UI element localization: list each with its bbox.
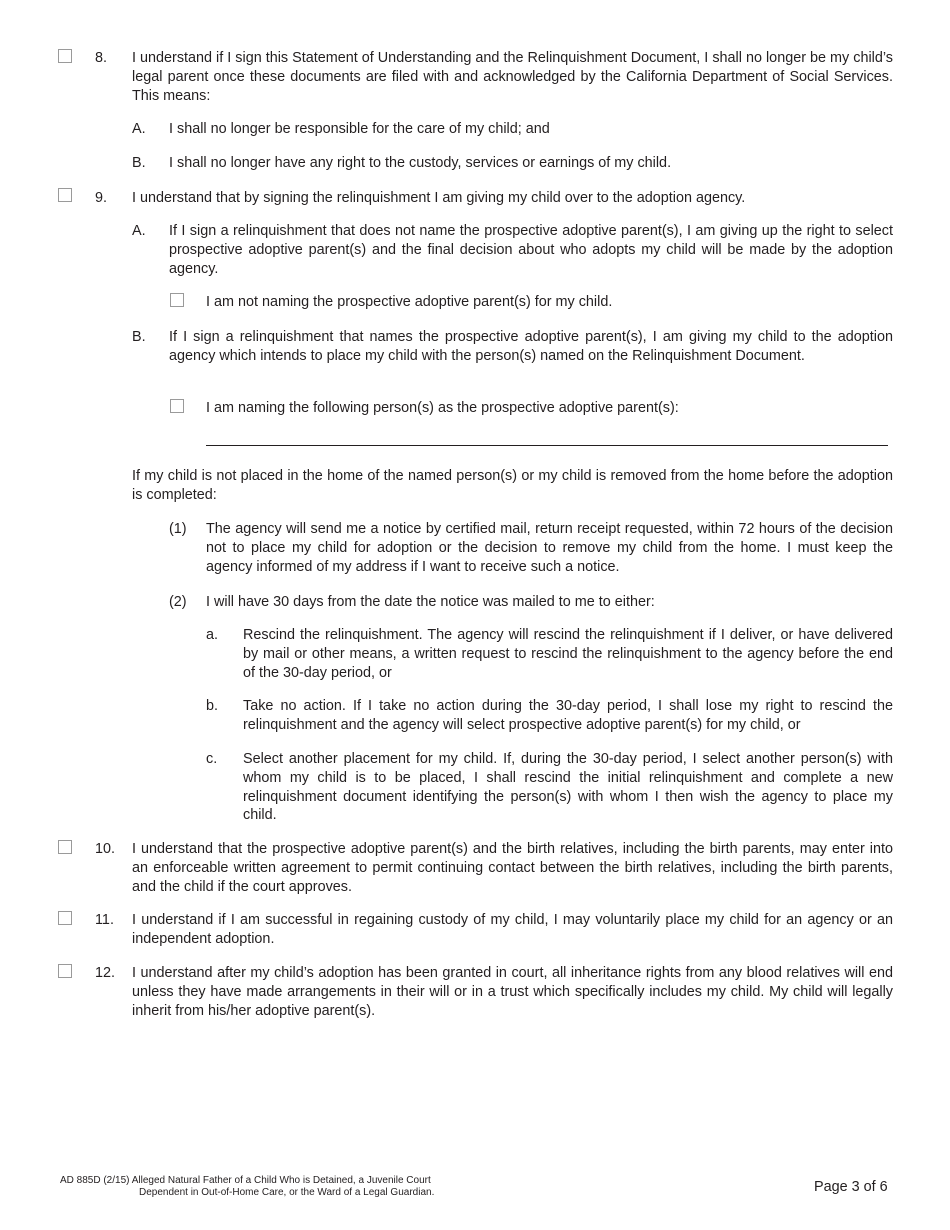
item-11-text: I understand if I am successful in regaining custody of my child, I may voluntarily place my child for an agency or an independent adoption. <box>132 912 893 947</box>
sub-2b-text: Take no action. If I take no action during the 30-day period, I shall lose my right to rescind the relinquishment and the agency will select prospective adoptive parent(s) for my child, or <box>243 698 893 733</box>
form-footer <box>60 1175 434 1199</box>
item-9a-text: If I sign a relinquishment that does not name the prospective adoptive parent(s), I am giving up the right to select prospective adoptive parent(s) and the final decision about who adopts my child will be made by the adoption agency. <box>169 223 893 277</box>
item-9b-label: B. <box>132 329 146 345</box>
item-8b-label: B. <box>132 155 146 171</box>
page-number: Page 3 of 6 <box>814 1179 888 1195</box>
item-12-number: 12. <box>95 965 116 981</box>
naming-parents-checkbox[interactable] <box>170 399 184 413</box>
sub-2a-text: Rescind the relinquishment. The agency will rescind the relinquishment if I deliver, or have delivered by mail or other means, a written request to rescind the relinquishment to the agency before the end of the 30-day period, or <box>243 627 893 681</box>
adoptive-parents-name-field[interactable] <box>206 445 888 446</box>
item-8-checkbox[interactable] <box>58 49 72 63</box>
item-9b-text: If I sign a relinquishment that names the prospective adoptive parent(s), I am giving my child to the adoption agency which intends to place my child with the person(s) named on the Relinquishment Document. <box>169 329 893 364</box>
sub-2-text: I will have 30 days from the date the notice was mailed to me to either: <box>206 594 655 610</box>
sub-2a-label: a. <box>206 627 219 643</box>
naming-parents-text: I am naming the following person(s) as the prospective adoptive parent(s): <box>206 400 679 416</box>
item-8-number: 8. <box>95 50 108 66</box>
item-9-checkbox[interactable] <box>58 188 72 202</box>
form-footer-line-1: AD 885D (2/15) Alleged Natural Father of a Child Who is Detained, a Juvenile Court <box>60 1175 431 1186</box>
form-footer-line-2: Dependent in Out-of-Home Care, or the Ward of a Legal Guardian. <box>139 1187 435 1198</box>
not-naming-parents-text: I am not naming the prospective adoptive parent(s) for my child. <box>206 294 613 310</box>
if-not-placed-text: If my child is not placed in the home of the named person(s) or my child is removed from the home before the adoption is completed: <box>132 468 893 503</box>
item-11-checkbox[interactable] <box>58 911 72 925</box>
item-9-text: I understand that by signing the relinquishment I am giving my child over to the adoption agency. <box>132 190 746 206</box>
not-naming-parents-checkbox[interactable] <box>170 293 184 307</box>
item-8-text: I understand if I sign this Statement of Understanding and the Relinquishment Document, I shall no longer be my child’s legal parent once these documents are filed with and acknowledged by the California Department of Social Services. This means: <box>132 50 893 104</box>
item-8a-label: A. <box>132 121 146 137</box>
item-10-text: I understand that the prospective adoptive parent(s) and the birth relatives, including the birth parents, may enter into an enforceable written agreement to permit continuing contact between the birth relatives, including the birth parents, and the child if the court approves. <box>132 841 893 895</box>
item-8a-text: I shall no longer be responsible for the care of my child; and <box>169 121 550 137</box>
item-12-text: I understand after my child’s adoption has been granted in court, all inheritance rights from any blood relatives will end unless they have made arrangements in their will or in a trust which specifically includes my child. My child will legally inherit from his/her adoptive parent(s). <box>132 965 893 1019</box>
item-11-number: 11. <box>95 912 114 928</box>
sub-1-text: The agency will send me a notice by certified mail, return receipt requested, within 72 hours of the decision not to place my child for adoption or the decision to remove my child from the home. I must keep the agency informed of my address if I want to receive such a notice. <box>206 521 893 575</box>
sub-2c-label: c. <box>206 751 218 767</box>
item-10-checkbox[interactable] <box>58 840 72 854</box>
item-8b-text: I shall no longer have any right to the custody, services or earnings of my child. <box>169 155 672 171</box>
item-12-checkbox[interactable] <box>58 964 72 978</box>
item-9-number: 9. <box>95 190 108 206</box>
item-9a-label: A. <box>132 223 146 239</box>
item-10-number: 10. <box>95 841 116 857</box>
sub-2-label: (2) <box>169 594 187 610</box>
sub-1-label: (1) <box>169 521 187 537</box>
sub-2c-text: Select another placement for my child. If, during the 30-day period, I select another person(s) with whom my child is to be placed, I shall rescind the initial relinquishment and complete a new relinquishment document identifying the person(s) with whom I then wish the agency to place my child. <box>243 751 893 824</box>
sub-2b-label: b. <box>206 698 219 714</box>
